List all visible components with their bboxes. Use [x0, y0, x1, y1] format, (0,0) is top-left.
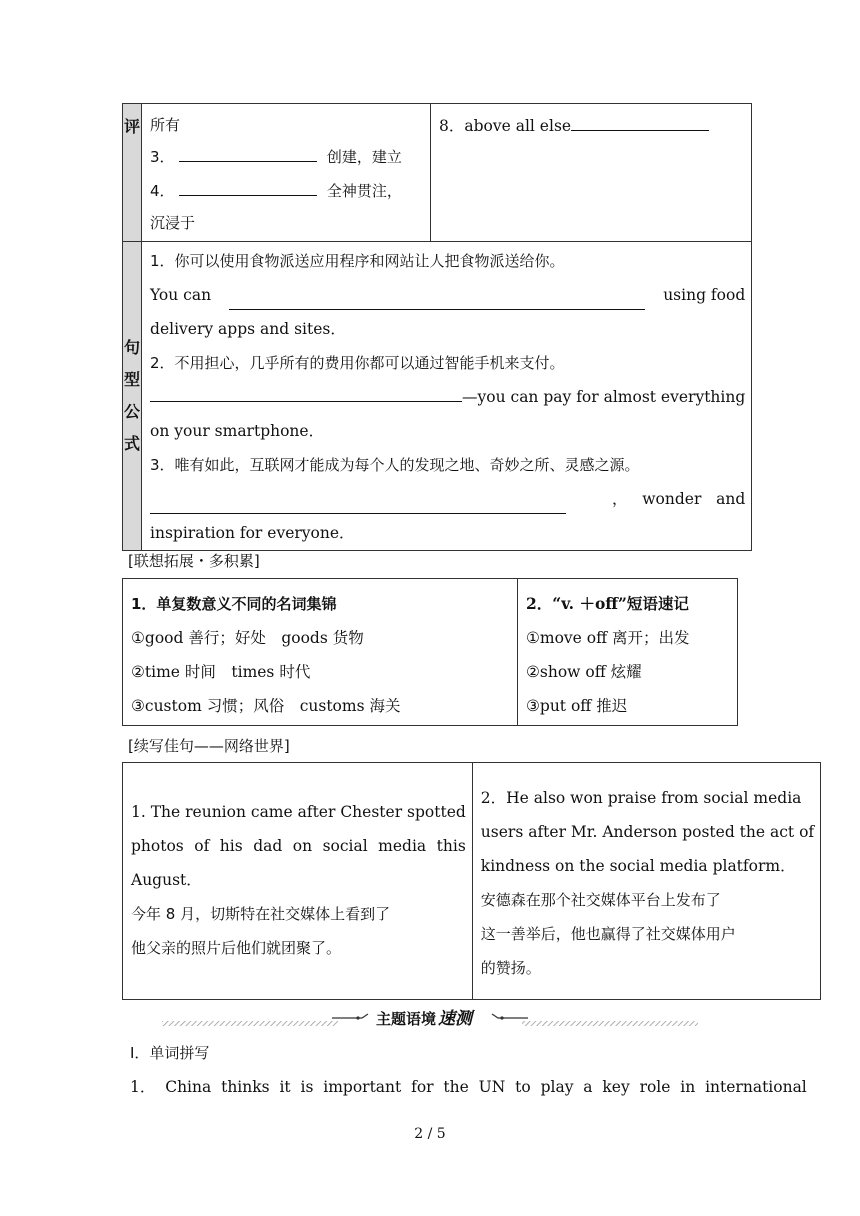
- writing-right-cell: [472, 763, 820, 1000]
- sentence-3-en: ， wonder and: [150, 482, 745, 516]
- writing-en-line: August．: [131, 871, 202, 889]
- association-item: ①move off 离开；出发: [526, 629, 690, 647]
- sentence-2-cn: 2．不用担心，几乎所有的费用你都可以通过智能手机来支付。: [150, 354, 565, 372]
- sentence-1-en-cont: delivery apps and sites．: [150, 320, 346, 338]
- section-heading-association: [联想拓展・多积累]: [128, 552, 260, 570]
- answer-blank[interactable]: [571, 116, 709, 131]
- vocab-right-cell: [431, 104, 752, 242]
- question-1: 1． China thinks it is important for the UN to play a key role in international: [130, 1078, 807, 1096]
- writing-en-line: photos of his dad on social media this: [131, 837, 466, 855]
- sentence-1-en: You can using food: [150, 278, 745, 312]
- section-heading-spelling: Ⅰ．单词拼写: [130, 1044, 210, 1062]
- association-left-title: 1．单复数意义不同的名词集锦: [131, 595, 337, 613]
- vocab-line-8: 8．above all else: [439, 117, 572, 135]
- sentence-2-en-cont: on your smartphone．: [150, 422, 325, 440]
- topic-banner: [162, 1004, 698, 1028]
- vocab-line-4: 4． 全神贯注，: [150, 182, 402, 200]
- sentence-1-cn: 1．你可以使用食物派送应用程序和网站让人把食物派送给你。: [150, 252, 565, 270]
- side-label-pattern: 句 型 公 式: [123, 242, 142, 551]
- sentence-pattern-cell: [142, 242, 752, 551]
- side-label-ping: 评: [123, 104, 142, 242]
- vocab-line-3: 3． 创建，建立: [150, 148, 402, 166]
- section-heading-writing: [续写佳句——网络世界]: [128, 737, 290, 755]
- answer-blank[interactable]: [179, 181, 317, 196]
- writing-en-line: users after Mr. Anderson posted the act of: [480, 823, 815, 841]
- writing-cn-line: 的赞扬。: [480, 959, 541, 977]
- banner-title: 主题语境 速测: [376, 1009, 473, 1029]
- association-item: ①good 善行；好处 goods 货物: [131, 629, 364, 647]
- vocab-sentence-table: [122, 103, 752, 551]
- association-right-title: 2．“v. ＋off”短语速记: [526, 594, 689, 613]
- page-number: 2 / 5: [414, 1126, 446, 1142]
- sentence-2-en: —you can pay for almost everything: [150, 380, 745, 414]
- answer-blank[interactable]: [150, 499, 566, 514]
- writing-cn-line: 今年 8 月，切斯特在社交媒体上看到了: [131, 905, 391, 923]
- writing-table: [122, 762, 821, 1000]
- vocab-line-all: 所有: [150, 116, 181, 134]
- writing-en-line: 1. The reunion came after Chester spotted: [131, 803, 466, 821]
- writing-left-cell: [123, 763, 473, 1000]
- vocab-left-cell: [142, 104, 431, 242]
- answer-blank[interactable]: [150, 387, 462, 402]
- association-item: ③put off 推迟: [526, 697, 628, 715]
- answer-blank[interactable]: [179, 147, 317, 162]
- writing-cn-line: 他父亲的照片后他们就团聚了。: [131, 939, 342, 957]
- answer-blank[interactable]: [229, 295, 645, 310]
- association-left-cell: [123, 579, 518, 726]
- association-item: ②time 时间 times 时代: [131, 663, 311, 681]
- vocab-line-immerse: 沉浸于: [150, 214, 196, 232]
- association-right-cell: [518, 579, 738, 726]
- sentence-3-cn: 3．唯有如此，互联网才能成为每个人的发现之地、奇妙之所、灵感之源。: [150, 456, 640, 474]
- writing-cn-line: 这一善举后，他也赢得了社交媒体用户: [480, 925, 736, 943]
- writing-cn-line: 安德森在那个社交媒体平台上发布了: [480, 891, 721, 909]
- writing-en-line: 2．He also won praise from social media: [480, 789, 802, 807]
- sentence-3-en-cont: inspiration for everyone．: [150, 524, 355, 542]
- association-item: ③custom 习惯；风俗 customs 海关: [131, 697, 401, 715]
- writing-en-line: kindness on the social media platform．: [480, 857, 796, 875]
- association-item: ②show off 炫耀: [526, 663, 642, 681]
- association-table: [122, 578, 738, 726]
